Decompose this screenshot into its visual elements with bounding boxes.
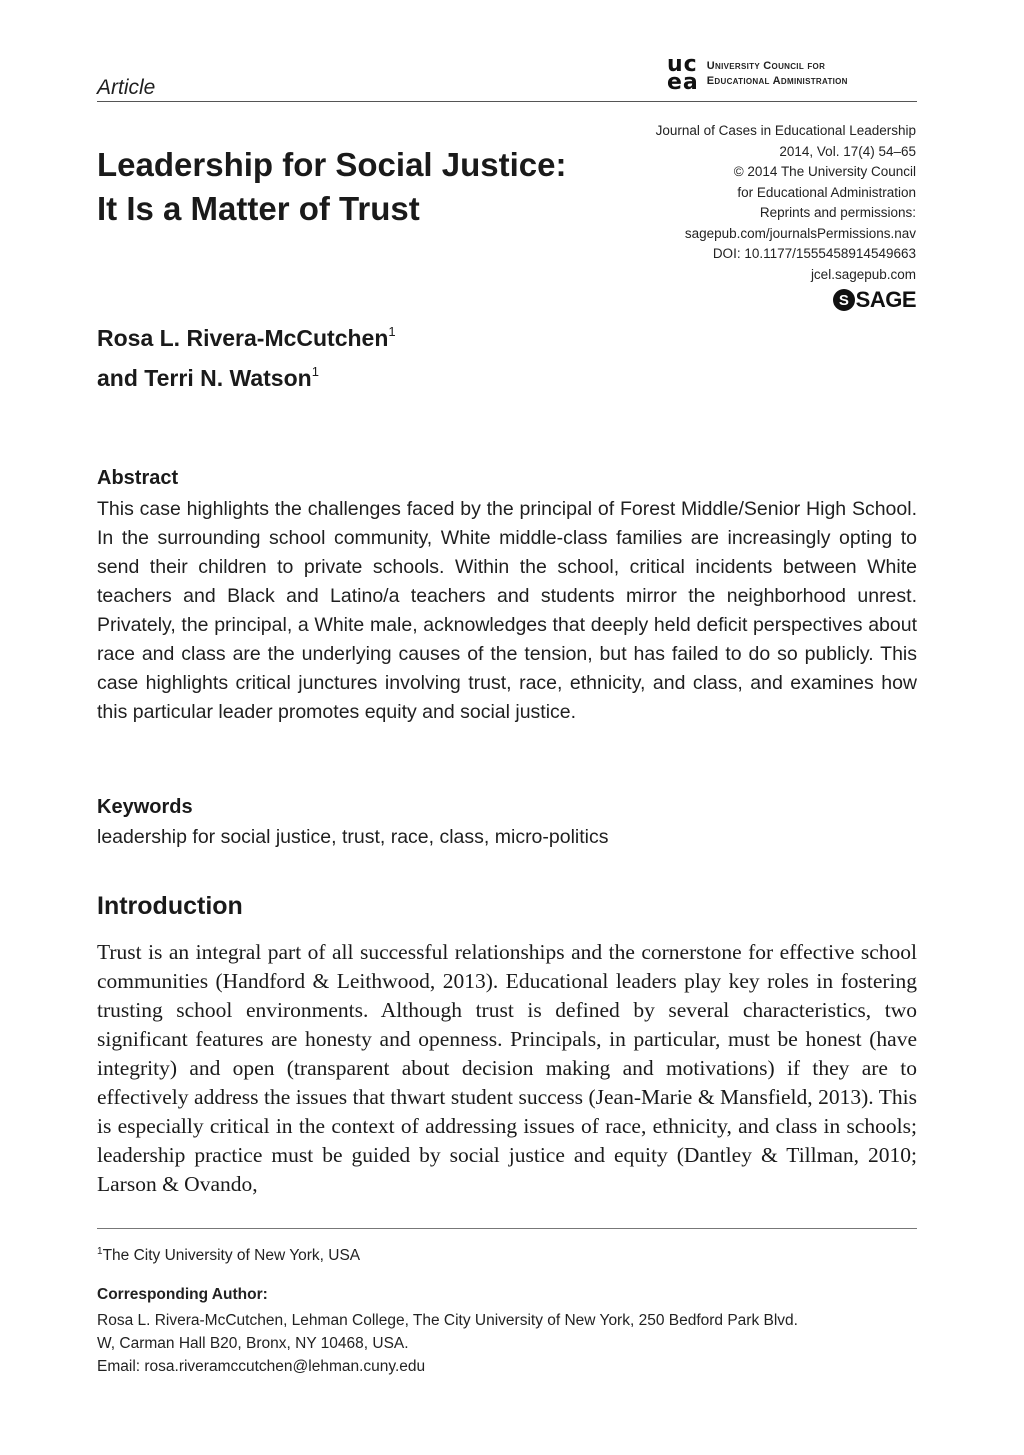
- keywords-heading: Keywords: [97, 796, 193, 818]
- author-line2: [97, 355, 396, 395]
- copyright-line1: © 2014 The University Council: [733, 164, 916, 179]
- reprints-label: Reprints and permissions:: [759, 205, 916, 220]
- copyright-line2: for Educational Administration: [737, 184, 916, 200]
- title-line1: Leadership for Social Justice:: [97, 146, 567, 183]
- footnote-divider: [97, 1228, 917, 1229]
- corresponding-address-line2: W, Carman Hall B20, Bronx, NY 10468, USA.: [97, 1335, 409, 1352]
- ucea-name-line2: Educational Administration: [706, 75, 848, 87]
- affiliation-mark: 1: [97, 1246, 103, 1257]
- author-line1: [97, 315, 396, 355]
- affiliation-text: The City University of New York, USA: [102, 1247, 361, 1264]
- article-type-label: Article: [97, 76, 156, 99]
- corresponding-email[interactable]: Email: rosa.riveramccutchen@lehman.cuny.edu: [97, 1358, 426, 1375]
- corresponding-address-line1: Rosa L. Rivera-McCutchen, Lehman College, The City University of New York, 250 Bedford Park Blvd.: [97, 1312, 798, 1329]
- author-1-name: Rosa L. Rivera-McCutchen: [97, 325, 389, 351]
- ucea-logo-mark: [667, 52, 699, 95]
- ucea-logo-name: [707, 59, 848, 89]
- journal-volume: 2014, Vol. 17(4) 54–65: [779, 143, 916, 159]
- journal-metadata: [596, 121, 916, 285]
- introduction-text: Trust is an integral part of all successful relationships and the cornerstone for effective school communities (Handford & Leithwood, 2013). Educational leaders play key roles in fostering trusting school environments. Although trust is defined by several characteristics, two significant features are honesty and openness. Principals, in particular, must be honest (have integrity) and open (transparent about decision making and motivations) if they are to effectively address the issues that thwart student success (Jean-Marie & Mansfield, 2013). This is especially critical in the context of addressing issues of race, ethnicity, and class in schools; leadership practice must be guided by social justice and equity (Dantley & Tillman, 2010; Larson & Ovando,: [97, 940, 917, 1196]
- journal-url[interactable]: jcel.sagepub.com: [810, 266, 916, 282]
- ucea-name-line1: University Council for: [706, 60, 826, 72]
- author-list: [97, 315, 396, 395]
- author-1-affiliation-mark: 1: [388, 324, 396, 339]
- abstract-heading: Abstract: [97, 467, 179, 489]
- introduction-heading: Introduction: [97, 892, 243, 920]
- keywords-text: leadership for social justice, trust, race, class, micro-politics: [97, 826, 609, 848]
- corresponding-author-details: [97, 1309, 917, 1378]
- corresponding-author-heading: Corresponding Author:: [97, 1286, 268, 1303]
- header-divider: [97, 101, 917, 102]
- sage-s-icon: S: [833, 289, 855, 311]
- author-2-name: and Terri N. Watson: [97, 365, 312, 391]
- ucea-logo: [667, 52, 848, 95]
- ucea-logo-line1: uc: [667, 52, 698, 77]
- abstract-text: This case highlights the challenges faced by the principal of Forest Middle/Senior High School. In the surrounding school community, White middle-class families are increasingly opting to send their children to private schools. Within the school, critical incidents between White teachers and Black and Latino/a teachers and students mirror the neighborhood unrest. Privately, the principal, a White male, acknowledges that deeply held deficit perspectives about race and class are the underlying causes of the tension, but has failed to do so publicly. This case highlights critical junctures involving trust, race, ethnicity, and class, and examines how this particular leader promotes equity and social justice.: [97, 498, 917, 723]
- author-2-affiliation-mark: 1: [311, 364, 319, 379]
- article-title: [97, 143, 637, 231]
- ucea-logo-line2: ea: [667, 70, 699, 95]
- affiliation-footnote: [97, 1246, 360, 1265]
- permissions-link[interactable]: sagepub.com/journalsPermissions.nav: [684, 225, 916, 241]
- journal-name: Journal of Cases in Educational Leadership: [655, 123, 916, 138]
- doi[interactable]: DOI: 10.1177/1555458914549663: [712, 246, 916, 261]
- sage-logo-text: SAGE: [855, 287, 916, 312]
- sage-logo: [833, 287, 916, 313]
- title-line2: It Is a Matter of Trust: [97, 190, 420, 227]
